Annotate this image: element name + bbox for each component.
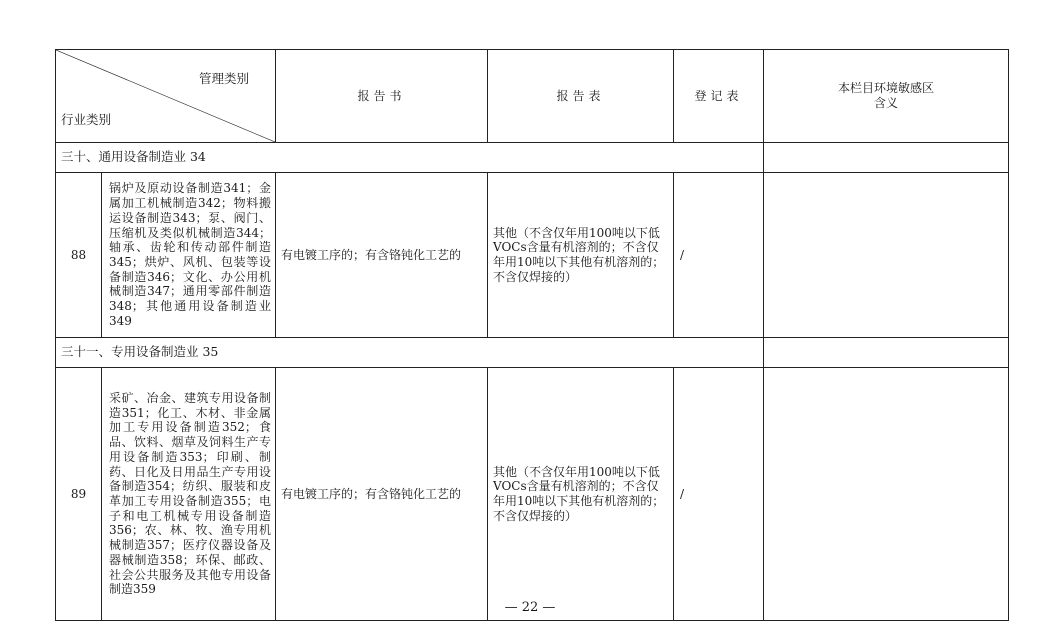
- table-header-row: [56, 50, 1009, 143]
- row-number: 88: [56, 173, 102, 338]
- section-empty-cell: [764, 143, 1009, 173]
- header-sensitive-area: [764, 50, 1009, 143]
- report-book-cell: 有电镀工序的；有含铬钝化工艺的: [276, 173, 488, 338]
- registration-cell: /: [674, 368, 764, 621]
- industry-classification-table: [55, 49, 1009, 621]
- sensitive-area-cell: [764, 173, 1009, 338]
- diagonal-header-cell: [56, 50, 276, 143]
- management-category-label: 管理类别: [198, 71, 249, 86]
- header-report-form: 报告表: [488, 50, 674, 143]
- sensitive-area-cell: [764, 368, 1009, 621]
- industry-category-label: 行业类别: [61, 112, 112, 128]
- report-book-cell: 有电镀工序的；有含铬钝化工艺的: [276, 368, 488, 621]
- section-title: 三十、通用设备制造业 34: [56, 143, 764, 173]
- header-sensitive-line1: 本栏目环境敏感区: [837, 81, 934, 96]
- row-number: 89: [56, 368, 102, 621]
- report-form-cell: 其他（不含仅年用100吨以下低VOCs含量有机溶剂的；不含仅年用10吨以下其他有机溶剂的；不含仅焊接的）: [488, 368, 674, 621]
- section-title: 三十一、专用设备制造业 35: [56, 338, 764, 368]
- industry-cell: 采矿、冶金、建筑专用设备制造351；化工、木材、非金属加工专用设备制造352；食品、饮料、烟草及饲料生产专用设备制造353；印刷、制药、日化及日用品生产专用设备制造354；纺织、服装和皮革加工专用设备制造355；电子和电工机械专用设备制造356；农、林、牧、渔专用机械制造357；医疗仪器设备及器械制造358；环保、邮政、社会公共服务及其他专用设备制造359: [102, 368, 276, 621]
- section-row-30: [56, 143, 1009, 173]
- header-report-book: 报告书: [276, 50, 488, 143]
- industry-cell: 锅炉及原动设备制造341；金属加工机械制造342；物料搬运设备制造343；泵、阀门、压缩机及类似机械制造344；轴承、齿轮和传动部件制造345；烘炉、风机、包装等设备制造346；文化、办公用机械制造347；通用零部件制造348；其他通用设备制造业349: [102, 173, 276, 338]
- section-row-31: [56, 338, 1009, 368]
- table-row-88: [56, 173, 1009, 338]
- section-empty-cell: [764, 338, 1009, 368]
- registration-cell: /: [674, 173, 764, 338]
- header-sensitive-line2: 含义: [873, 96, 898, 110]
- page-number: — 22 —: [504, 600, 556, 615]
- report-form-cell: 其他（不含仅年用100吨以下低VOCs含量有机溶剂的；不含仅年用10吨以下其他有机溶剂的；不含仅焊接的）: [488, 173, 674, 338]
- diagonal-line: [56, 50, 275, 142]
- header-registration-form: 登记表: [674, 50, 764, 143]
- table-row-89: [56, 368, 1009, 621]
